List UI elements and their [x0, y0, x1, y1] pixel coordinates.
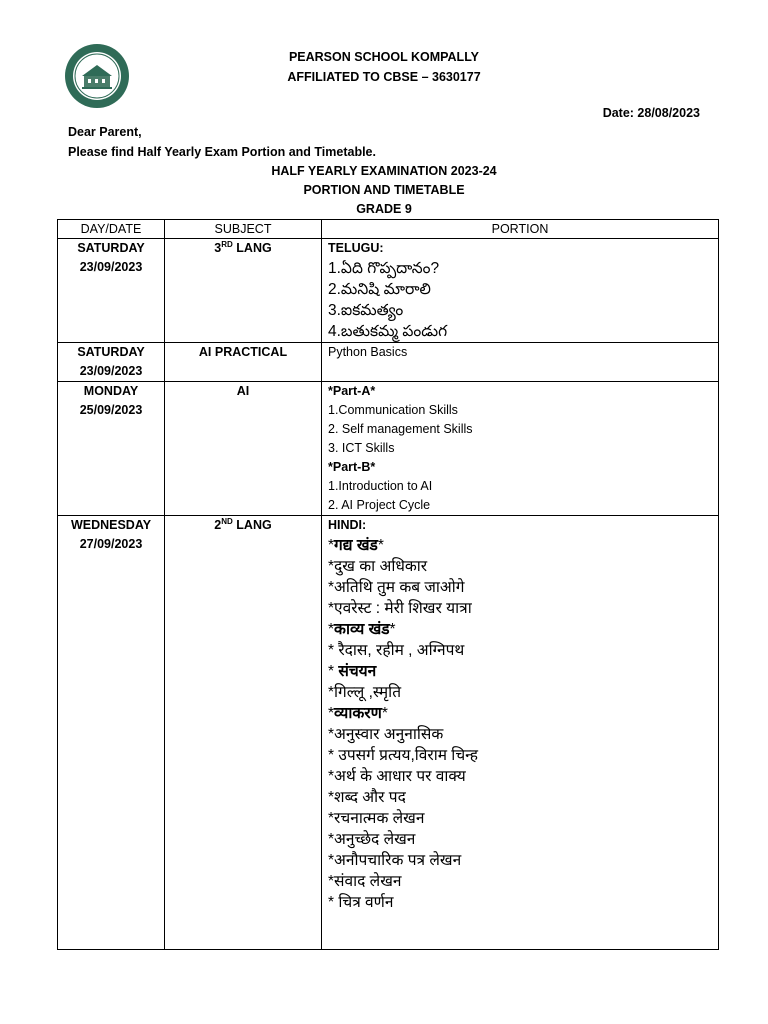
subject-cell	[165, 343, 322, 382]
portion-item: 2. Self management Skills	[328, 422, 473, 436]
day-name: WEDNESDAY	[70, 518, 152, 532]
portion-item: *अनुच्छेद लेखन	[328, 831, 416, 848]
table-row	[58, 516, 719, 950]
portion-item: *अनुस्वार अनुनासिक	[328, 726, 444, 743]
portion-item: * चित्र वर्णन	[328, 894, 394, 911]
day-cell	[58, 516, 165, 950]
subject-label: 3RD LANG	[214, 239, 272, 255]
section-heading: *व्याकरण*	[328, 705, 388, 722]
section-heading: * संचयन	[328, 663, 377, 680]
portion-item: 1.Introduction to AI	[328, 479, 433, 493]
col-header-subject: SUBJECT	[165, 220, 322, 239]
subject-label: 2ND LANG	[214, 516, 272, 532]
subject-cell	[165, 239, 322, 343]
part-b-heading: *Part-B*	[328, 460, 376, 474]
subject-label: AI	[236, 384, 250, 398]
salutation: Dear Parent,	[68, 125, 142, 139]
intro-text: Please find Half Yearly Exam Portion and Timetable.	[68, 145, 376, 159]
portion-item: 1.ఏది గొప్పదానం?	[328, 260, 440, 277]
table-row	[58, 239, 719, 343]
portion-heading: TELUGU:	[328, 241, 384, 255]
portion-item: 3.ఐకమత్యం	[328, 302, 404, 319]
portion-title: PORTION AND TIMETABLE	[303, 183, 465, 197]
portion-item: 4.బతుకమ్మ పండుగ	[328, 323, 448, 340]
portion-item: *संवाद लेखन	[328, 873, 402, 890]
portion-item: *अनौपचारिक पत्र लेखन	[328, 852, 462, 869]
day-cell	[58, 343, 165, 382]
portion-item: *अतिथि तुम कब जाओगे	[328, 579, 465, 596]
portion-item: 3. ICT Skills	[328, 441, 395, 455]
exam-title: HALF YEARLY EXAMINATION 2023-24	[271, 164, 497, 178]
subject-cell	[165, 382, 322, 516]
portion-item: *अर्थ के आधार पर वाक्य	[328, 768, 466, 785]
affiliation: AFFILIATED TO CBSE – 3630177	[287, 70, 481, 84]
school-name: PEARSON SCHOOL KOMPALLY	[288, 50, 480, 64]
grade-title: GRADE 9	[356, 202, 412, 216]
day-cell	[58, 239, 165, 343]
notice-date: Date: 28/08/2023	[602, 106, 700, 120]
exam-date: 27/09/2023	[79, 537, 143, 551]
day-name: MONDAY	[83, 384, 139, 398]
portion-item: 2.మనిషి మారాలి	[328, 281, 431, 298]
portion-item: 1.Communication Skills	[328, 403, 458, 417]
day-cell	[58, 382, 165, 516]
portion-item: *एवरेस्ट : मेरी शिखर यात्रा	[328, 600, 472, 617]
portion-cell	[322, 516, 719, 950]
portion-cell	[322, 382, 719, 516]
day-name: SATURDAY	[77, 345, 145, 359]
col-header-portion: PORTION	[322, 220, 719, 239]
portion-heading: HINDI:	[328, 518, 367, 532]
timetable	[57, 219, 719, 950]
portion-cell	[322, 239, 719, 343]
part-a-heading: *Part-A*	[328, 384, 376, 398]
table-header-row	[58, 220, 719, 239]
exam-date: 23/09/2023	[79, 364, 143, 378]
table-row	[58, 343, 719, 382]
portion-item: * रैदास, रहीम , अग्निपथ	[328, 642, 465, 659]
day-name: SATURDAY	[77, 241, 145, 255]
portion-item: *शब्द और पद	[328, 789, 406, 806]
portion-item: *दुख का अधिकार	[328, 558, 428, 575]
section-heading: *गद्य खंड*	[328, 537, 384, 554]
portion-cell	[322, 343, 719, 382]
exam-date: 25/09/2023	[79, 403, 143, 417]
portion-item: * उपसर्ग प्रत्यय,विराम चिन्ह	[328, 747, 479, 764]
portion-item: *रचनात्मक लेखन	[328, 810, 425, 827]
portion-item: Python Basics	[328, 345, 408, 359]
portion-item: 2. AI Project Cycle	[328, 498, 431, 512]
portion-item: *गिल्लू ,स्मृति	[328, 684, 402, 701]
table-row	[58, 382, 719, 516]
subject-cell	[165, 516, 322, 950]
section-heading: *काव्य खंड*	[328, 621, 396, 638]
exam-date: 23/09/2023	[79, 260, 143, 274]
subject-label: AI PRACTICAL	[198, 345, 288, 359]
col-header-day: DAY/DATE	[58, 220, 165, 239]
